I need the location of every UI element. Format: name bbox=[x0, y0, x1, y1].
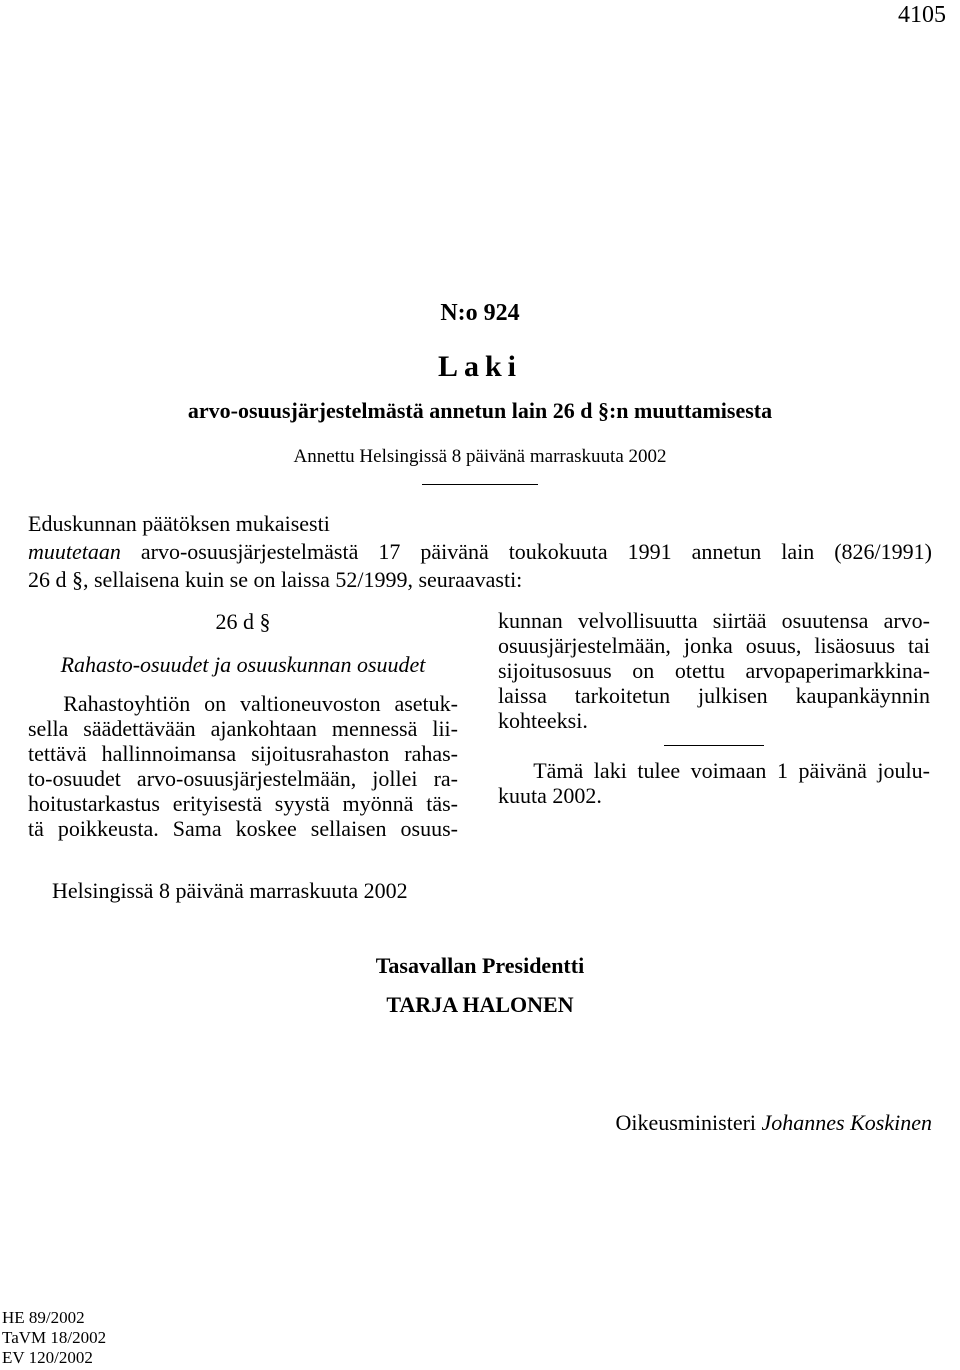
reference-item: HE 89/2002 bbox=[2, 1308, 85, 1327]
section-text-line: tettävä hallinnoimansa sijoitusrahaston rahas- bbox=[28, 741, 458, 766]
section-text-line: sijoitusosuus on otettu arvopaperimarkkina- bbox=[498, 658, 930, 683]
section-text-line: tä poikkeusta. Sama koskee sellaisen osuus- bbox=[28, 816, 458, 841]
section-text-line: sella säädettävään ajankohtaan mennessä lii- bbox=[28, 716, 458, 741]
preamble-line-3: 26 d §, sellaisena kuin se on laissa 52/1999, seuraavasti: bbox=[28, 567, 523, 592]
entry-into-force-line: Tämä laki tulee voimaan 1 päivänä joulu- bbox=[533, 758, 930, 783]
preamble-line-2 bbox=[28, 538, 932, 566]
reference-item: TaVM 18/2002 bbox=[2, 1328, 107, 1347]
act-title: arvo-osuusjärjestelmästä annetun lain 26 d §:n muuttamisesta bbox=[187, 398, 773, 423]
act-number: N:o 924 bbox=[440, 300, 520, 326]
right-column bbox=[498, 608, 930, 808]
section-heading: Rahasto-osuudet ja osuuskunnan osuudet bbox=[60, 652, 426, 677]
minister-signature bbox=[615, 1110, 932, 1136]
page-number: 4105 bbox=[898, 2, 946, 28]
entry-divider bbox=[664, 745, 764, 746]
section-text-line: to-osuudet arvo-osuusjärjestelmään, jollei ra- bbox=[28, 766, 458, 791]
section-text-line: kunnan velvollisuutta siirtää osuutensa arvo- bbox=[498, 608, 930, 633]
section-text-line: kohteeksi. bbox=[498, 708, 588, 733]
amend-word: muutetaan bbox=[28, 539, 121, 564]
preamble-line-2-text: arvo-osuusjärjestelmästä 17 päivänä toukokuuta 1991 annetun lain (826/1991) bbox=[120, 539, 932, 564]
section-number: 26 d § bbox=[215, 609, 271, 634]
preamble-line-1: Eduskunnan päätöksen mukaisesti bbox=[28, 511, 330, 536]
act-type-heading: Laki bbox=[437, 350, 523, 383]
place-date: Helsingissä 8 päivänä marraskuuta 2002 bbox=[52, 878, 408, 903]
minister-name: Johannes Koskinen bbox=[761, 1110, 932, 1135]
president-title: Tasavallan Presidentti bbox=[375, 953, 585, 978]
section-text-line: hoitustarkastus erityisestä syystä myönnä täs- bbox=[28, 791, 458, 816]
section-text-line: Rahastoyhtiön on valtioneuvoston asetuk- bbox=[63, 691, 458, 716]
preamble bbox=[28, 510, 932, 594]
enactment-line: Annettu Helsingissä 8 päivänä marraskuuta 2002 bbox=[293, 446, 667, 467]
left-column bbox=[28, 608, 458, 841]
title-divider bbox=[422, 484, 538, 485]
president-name: TARJA HALONEN bbox=[386, 992, 574, 1017]
section-text-line: osuusjärjestelmään, jonka osuus, lisäosuus tai bbox=[498, 633, 930, 658]
legislative-references bbox=[2, 1308, 106, 1368]
section-text-line: laissa tarkoitetun julkisen kaupankäynnin bbox=[498, 683, 930, 708]
reference-item: EV 120/2002 bbox=[2, 1348, 93, 1367]
entry-into-force-line: kuuta 2002. bbox=[498, 783, 602, 808]
minister-title: Oikeusministeri bbox=[615, 1110, 762, 1135]
